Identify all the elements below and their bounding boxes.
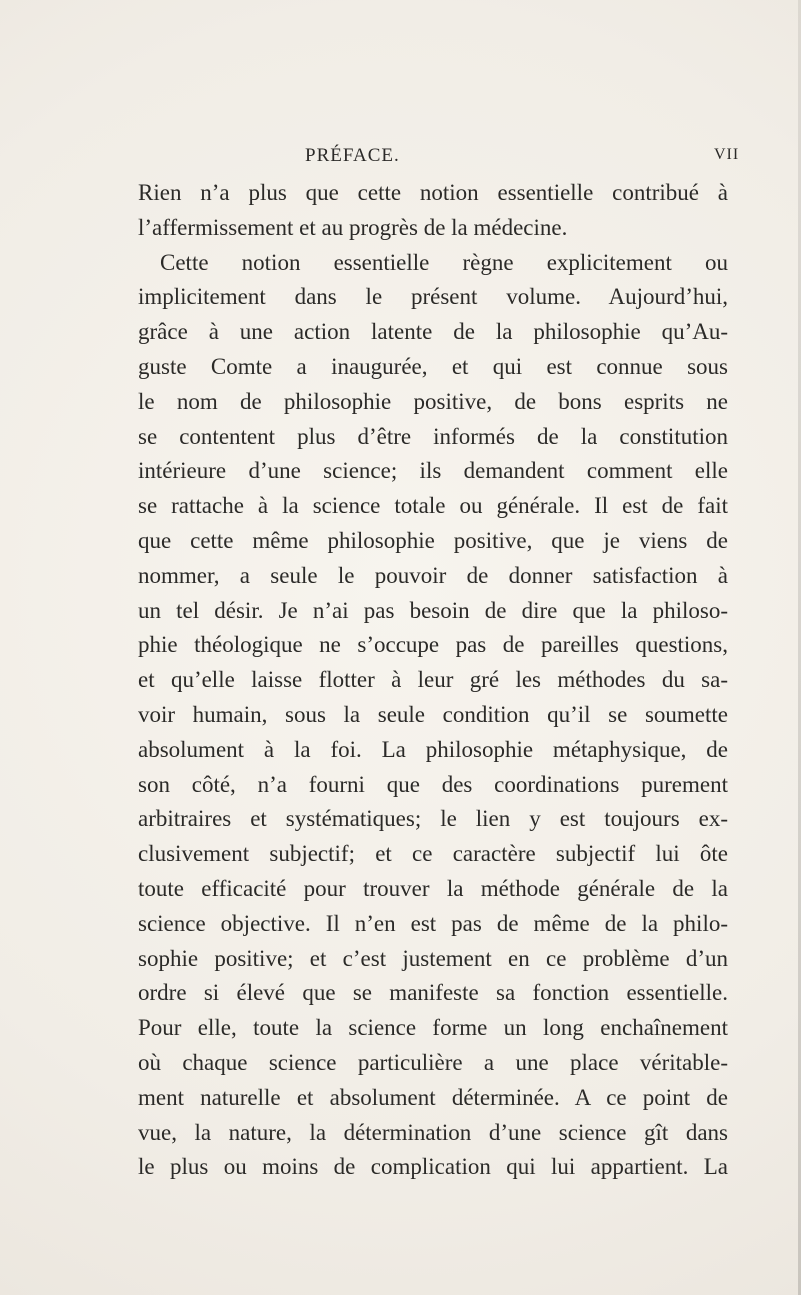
text-line: le nom de philosophie positive, de bons esprits ne [138,388,728,414]
text-line: implicitement dans le présent volume. Aujourd’hui, [138,284,728,310]
text-line: voir humain, sous la seule condition qu’il se soumette [138,701,728,727]
text-line: Rien n’a plus que cette notion essentielle contribué à [138,180,728,205]
text-line: que cette même philosophie positive, que je viens de [138,527,728,553]
text-line: sophie positive; et c’est justement en ce problème d’un [138,945,728,971]
text-line: nommer, a seule le pouvoir de donner satisfaction à [138,562,728,588]
text-line: se rattache à la science totale ou générale. Il est de fait [138,493,728,519]
text-line: Cette notion essentielle règne explicitement ou [160,249,728,275]
running-header [305,145,740,171]
text-line: science objective. Il n’en est pas de même de la philo- [138,910,728,936]
text-line: clusivement subjectif; et ce caractère subjectif lui ôte [138,841,728,867]
text-line: son côté, n’a fourni que des coordinations purement [138,771,728,797]
text-line: où chaque science particulière a une place véritable- [138,1049,728,1075]
text-line: vue, la nature, la détermination d’une science gît dans [138,1119,728,1145]
text-line: ment naturelle et absolument déterminée. A ce point de [138,1084,728,1110]
text-line: ordre si élevé que se manifeste sa fonction essentielle. [138,980,728,1006]
text-line: se contentent plus d’être informés de la constitution [138,423,728,449]
text-line: phie théologique ne s’occupe pas de pareilles questions, [138,632,728,658]
text-line: guste Comte a inaugurée, et qui est connue sous [138,353,728,379]
text-line: grâce à une action latente de la philosophie qu’Au- [138,319,728,345]
text-line: toute efficacité pour trouver la méthode générale de la [138,875,728,901]
text-line: et qu’elle laisse flotter à leur gré les méthodes du sa- [138,667,728,693]
header-title: PRÉFACE. [305,145,400,166]
text-line: le plus ou moins de complication qui lui appartient. La [138,1154,728,1180]
body-text [138,176,728,1185]
text-line: l’affermissement et au progrès de la médecine. [138,214,568,240]
text-line: un tel désir. Je n’ai pas besoin de dire que la philoso- [138,597,728,623]
text-line: arbitraires et systématiques; le lien y est toujours ex- [138,806,728,832]
text-line: Pour elle, toute la science forme un long enchaînement [138,1015,728,1041]
text-line: absolument à la foi. La philosophie métaphysique, de [138,736,728,762]
page-number: VII [714,146,740,163]
text-line: intérieure d’une science; ils demandent comment elle [138,458,728,484]
